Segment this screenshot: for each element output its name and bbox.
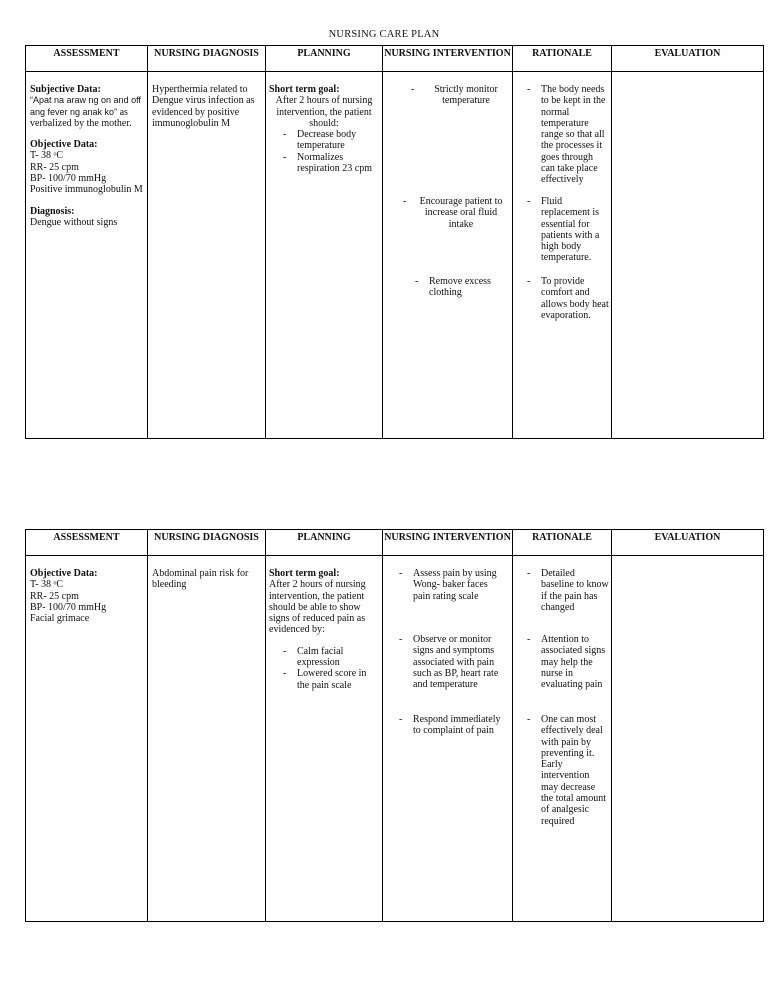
planning-item: - Lowered score in the pain scale xyxy=(283,668,379,691)
rationale-cell: - Detailed baseline to know if the pain has changed - Attention to associated signs may help the nurse in evaluating pain - One can most effectively deal with pain by preventing it. Early intervention may decrease the total amount of analgesic required xyxy=(513,556,612,922)
objective-line: Positive immunoglobulin M xyxy=(30,184,143,196)
intervention-item: Remove excess clothing xyxy=(429,276,491,299)
rationale-item: Attention to associated signs may help the nurse in evaluating pain xyxy=(541,634,606,691)
objective-line: BP- 100/70 mmHg xyxy=(30,601,107,613)
header-evaluation: EVALUATION xyxy=(612,530,764,556)
goal-text: After 2 hours of nursing intervention, the patient should: xyxy=(275,95,373,129)
nursing-diagnosis-text: Abdominal pain risk for bleeding xyxy=(152,568,249,591)
subjective-label: Subjective Data: xyxy=(30,84,101,95)
planning-item: - Calm facial expression xyxy=(283,646,379,669)
intervention-item: Strictly monitor temperature xyxy=(434,84,498,107)
header-evaluation: EVALUATION xyxy=(612,46,764,72)
planning-cell xyxy=(266,556,383,922)
header-nursing-diagnosis: NURSING DIAGNOSIS xyxy=(148,530,266,556)
diagnosis-label: Diagnosis: xyxy=(30,205,75,217)
intervention-item: Respond immediately to complaint of pain xyxy=(413,714,501,737)
objective-line: RR- 25 cpm xyxy=(30,590,79,602)
care-plan-table-2 xyxy=(25,529,764,922)
planning-item: - Decrease body temperature xyxy=(283,129,379,152)
header-planning: PLANNING xyxy=(266,530,383,556)
rationale-item: Detailed baseline to know if the pain has changed xyxy=(541,568,609,613)
header-assessment: ASSESSMENT xyxy=(26,530,148,556)
diagnosis-text: Dengue without signs xyxy=(30,216,118,228)
objective-line: Facial grimace xyxy=(30,613,90,625)
planning-item: - Normalizes respiration 23 cpm xyxy=(283,152,379,175)
header-rationale: RATIONALE xyxy=(513,46,612,72)
objective-label: Objective Data: xyxy=(30,139,98,151)
nursing-diagnosis-cell xyxy=(148,556,266,922)
table-body-row xyxy=(26,556,764,922)
table-header-row xyxy=(26,530,764,556)
objective-line: RR- 25 cpm xyxy=(30,161,79,173)
header-nursing-intervention: NURSING INTERVENTION xyxy=(383,46,513,72)
objective-line: T- 38 ᵒC xyxy=(30,150,64,162)
subjective-suffix: as verbalized by the mother. xyxy=(30,106,132,129)
objective-label: Objective Data: xyxy=(30,568,98,579)
assessment-cell xyxy=(26,72,148,439)
intervention-item: Encourage patient to increase oral fluid intake xyxy=(419,196,503,230)
page-title: NURSING CARE PLAN xyxy=(328,29,440,40)
header-nursing-intervention: NURSING INTERVENTION xyxy=(383,530,513,556)
subjective-quote: “Apat na araw ng on and off ang fever ng anak ko” xyxy=(30,95,141,117)
intervention-item: Observe or monitor signs and symptoms associated with pain such as BP, heart rate and temperature xyxy=(413,634,499,691)
rationale-item: One can most effectively deal with pain by preventing it. Early intervention may decrease the total amount of analgesic required xyxy=(541,714,606,827)
rationale-cell: - The body needs to be kept in the normal temperature range so that all the processes it goes through can take place effectively - Fluid replacement is essential for patients with a high body temperature. - To provide comfort and allows body heat evaporation. xyxy=(513,72,612,439)
table-header-row xyxy=(26,46,764,72)
evaluation-cell xyxy=(612,72,764,439)
nursing-diagnosis-text: Hyperthermia related to Dengue virus infection as evidenced by positive immunoglobulin M xyxy=(152,84,255,129)
nursing-diagnosis-cell xyxy=(148,72,266,439)
rationale-item: To provide comfort and allows body heat evaporation. xyxy=(541,276,609,321)
evaluation-cell xyxy=(612,556,764,922)
planning-cell xyxy=(266,72,383,439)
objective-line: BP- 100/70 mmHg xyxy=(30,173,107,185)
header-assessment: ASSESSMENT xyxy=(26,46,148,72)
assessment-cell xyxy=(26,556,148,922)
care-plan-table-1 xyxy=(25,45,764,439)
table-body-row xyxy=(26,72,764,439)
intervention-item: Assess pain by using Wong- baker faces pain rating scale xyxy=(413,568,497,602)
header-nursing-diagnosis: NURSING DIAGNOSIS xyxy=(148,46,266,72)
goal-text: After 2 hours of nursing intervention, the patient should be able to show signs of reduced pain as evidenced by: xyxy=(269,579,366,636)
intervention-cell: - Strictly monitor temperature - Encourage patient to increase oral fluid intake - Remove excess clothing xyxy=(383,72,513,439)
header-rationale: RATIONALE xyxy=(513,530,612,556)
intervention-cell: - Assess pain by using Wong- baker faces pain rating scale - Observe or monitor signs and symptoms associated with pain such as BP, heart rate and temperature - Respond immediately to complaint of pain xyxy=(383,556,513,922)
goal-label: Short term goal: xyxy=(269,568,340,579)
objective-line: T- 38 ᵒC xyxy=(30,579,64,591)
header-planning: PLANNING xyxy=(266,46,383,72)
rationale-item: Fluid replacement is essential for patients with a high body temperature. xyxy=(541,196,600,264)
goal-label: Short term goal: xyxy=(269,84,340,95)
rationale-item: The body needs to be kept in the normal temperature range so that all the processes it goes through can take place effectively xyxy=(541,84,606,186)
